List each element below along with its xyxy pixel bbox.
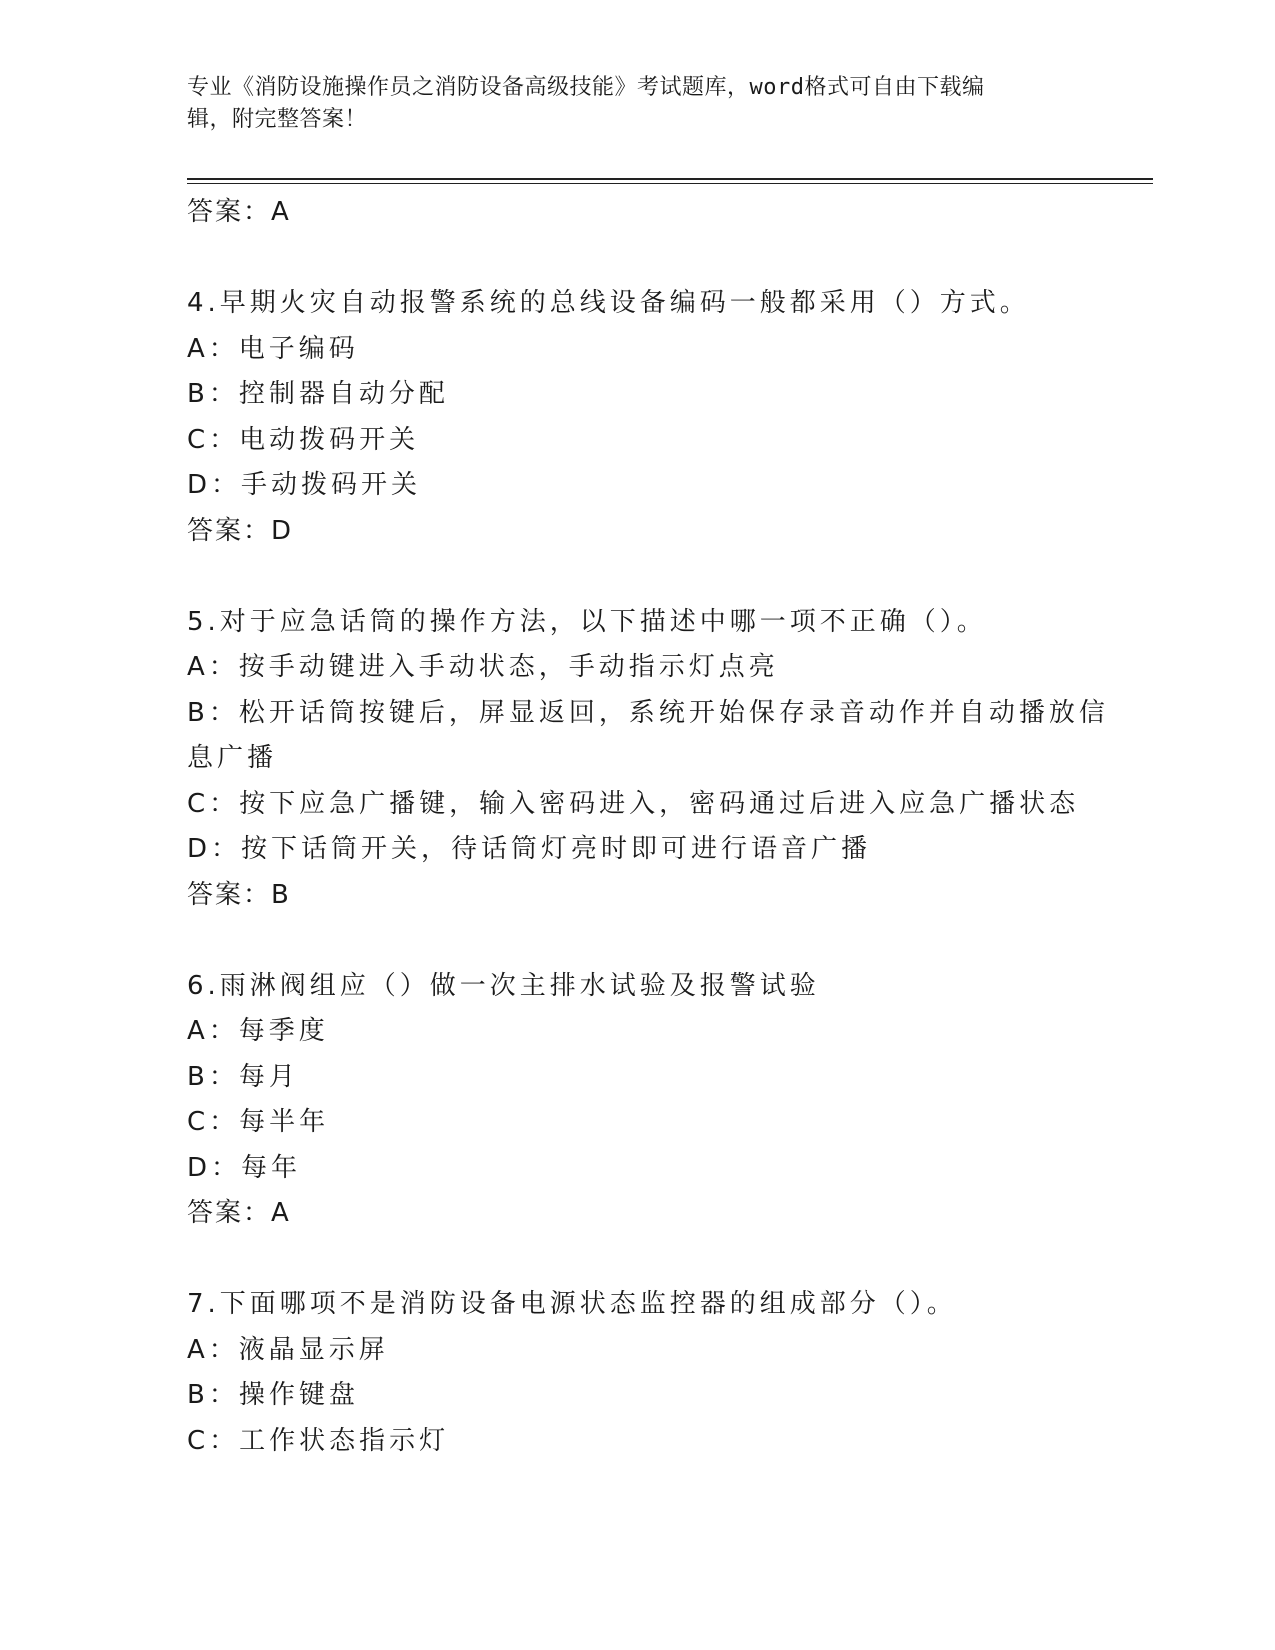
question-stem: 5.对于应急话筒的操作方法，以下描述中哪一项不正确（）。 <box>187 606 987 637</box>
option-c: C：按下应急广播键，输入密码进入，密码通过后进入应急广播状态 <box>187 788 1080 819</box>
question-6 <box>187 964 1087 1237</box>
header-line-2: 辑，附完整答案！ <box>187 107 368 132</box>
answer-line: 答案：D <box>187 515 294 546</box>
header-rule-thick <box>187 178 1153 180</box>
question-7 <box>187 1282 1087 1464</box>
option-d: D：按下话筒开关，待话筒灯亮时即可进行语音广播 <box>187 834 872 864</box>
option-c: C：每半年 <box>187 1107 330 1137</box>
option-b: B：松开话筒按键后，屏显返回，系统开始保存录音动作并自动播放信 <box>187 697 1109 728</box>
question-stem: 7.下面哪项不是消防设备电源状态监控器的组成部分（）。 <box>187 1289 957 1319</box>
document-header <box>187 72 1067 136</box>
question-stem: 4.早期火灾自动报警系统的总线设备编码一般都采用（）方式。 <box>187 288 1030 318</box>
option-a: A：电子编码 <box>187 333 359 364</box>
answer-line: 答案：A <box>187 197 291 227</box>
option-a: A：液晶显示屏 <box>187 1334 389 1365</box>
question-4 <box>187 281 1087 554</box>
option-b: B：操作键盘 <box>187 1380 359 1410</box>
answer-line: 答案：A <box>187 1198 291 1228</box>
question-stem: 6.雨淋阀组应（）做一次主排水试验及报警试验 <box>187 970 820 1001</box>
answer-line: 答案：B <box>187 879 291 910</box>
header-rule-thin <box>187 183 1153 184</box>
option-d: D：手动拨码开关 <box>187 470 422 500</box>
option-b-continued: 息广播 <box>187 743 278 773</box>
option-b: B：控制器自动分配 <box>187 379 449 409</box>
option-b: B：每月 <box>187 1061 299 1092</box>
option-d: D：每年 <box>187 1152 302 1183</box>
option-a: A：按手动键进入手动状态，手动指示灯点亮 <box>187 652 779 682</box>
question-5 <box>187 600 1109 919</box>
question-list <box>187 190 1109 1464</box>
option-c: C：工作状态指示灯 <box>187 1425 450 1456</box>
header-line-1: 专业《消防设施操作员之消防设备高级技能》考试题库，word格式可自由下载编 <box>187 75 985 100</box>
option-c: C：电动拨码开关 <box>187 424 420 455</box>
option-a: A：每季度 <box>187 1016 329 1046</box>
